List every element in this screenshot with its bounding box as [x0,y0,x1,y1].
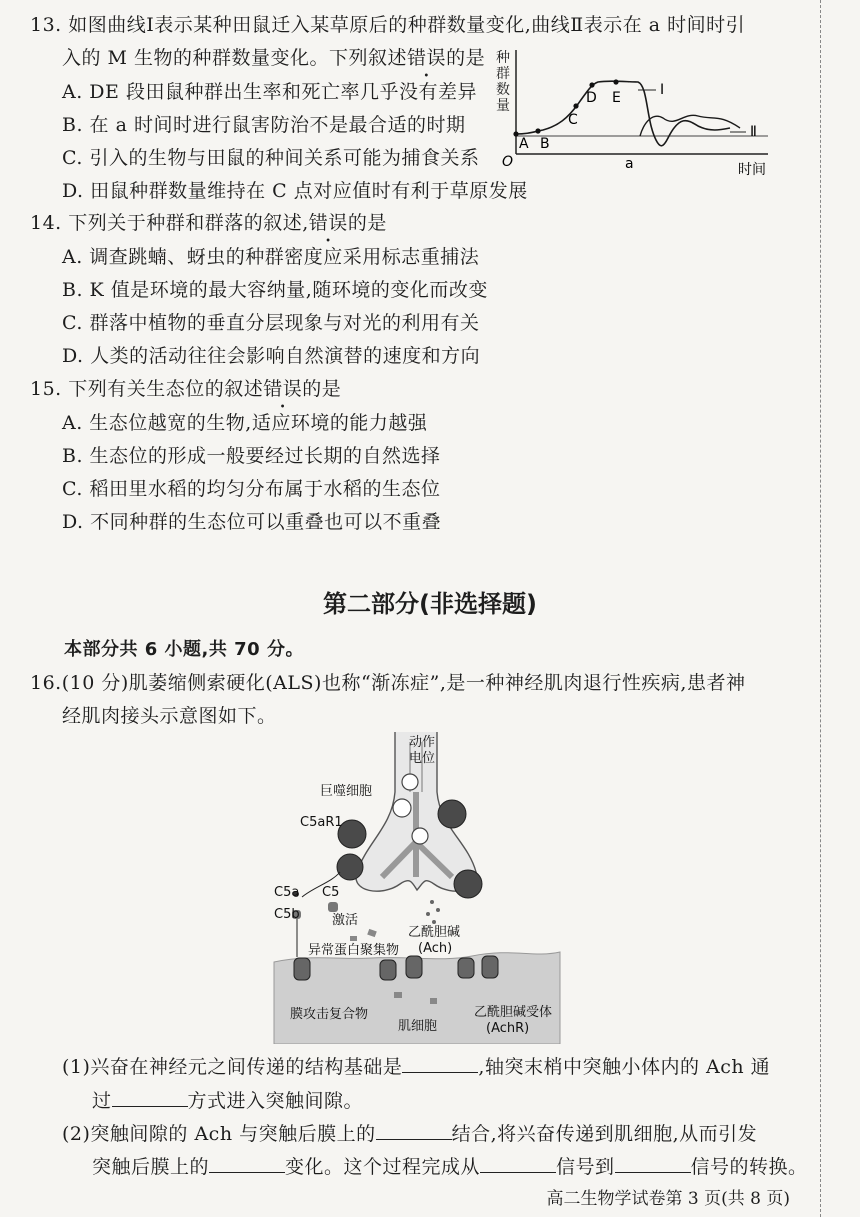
neuromuscular-junction-diagram [272,732,562,1044]
graph-ylabel-char: 量 [496,98,510,114]
label-ach-2: (Ach) [418,941,453,956]
q14-option-a: A. 调查跳蝻、蚜虫的种群密度应采用标志重捕法 [62,246,480,268]
label-mac: 膜攻击复合物 [290,1007,369,1022]
label-macrophage: 巨噬细胞 [320,784,373,799]
label-activate: 激活 [332,913,359,928]
receptor-shape [482,956,498,978]
graph-origin-label: O [502,154,514,170]
point-c-label: C [568,112,578,128]
q13-population-graph [488,42,778,182]
receptor-shape [458,958,474,978]
label-achr-2: (AchR) [486,1021,530,1036]
section-title: 第二部分(非选择题) [323,590,537,618]
curve-2 [640,115,740,136]
label-ach-1: 乙酰胆碱 [408,925,461,940]
point-c-dot [573,103,578,108]
label-action-potential-1: 动作 [409,735,436,750]
section-intro: 本部分共 6 小题,共 70 分。 [64,639,304,660]
c5-shape [328,902,338,912]
label-c5: C5 [322,885,340,900]
q16-stem-line1: 16.(10 分)肌萎缩侧索硬化(ALS)也称“渐冻症”,是一种神经肌肉退行性疾病,患者神 [30,672,746,694]
point-b-label: B [540,136,550,152]
q15-option-d: D. 不同种群的生态位可以重叠也可以不重叠 [62,511,442,533]
point-e-label: E [612,90,621,106]
receptor-shape [380,960,396,980]
page-footer: 高二生物学试卷第 3 页(共 8 页) [546,1189,790,1209]
q13-option-c: C. 引入的生物与田鼠的种间关系可能为捕食关系 [62,147,480,169]
q16-part-2-line1: (2)突触间隙的 Ach 与突触后膜上的 结合,将兴奋传递到肌细胞,从而引发 [62,1123,758,1145]
q16-part-1-line2: 过 方式进入突触间隙。 [92,1090,364,1112]
q13-option-b: B. 在 a 时间时进行鼠害防治不是最合适的时期 [62,114,466,136]
curve-1-label: Ⅰ [660,82,665,98]
q16-part-2-line2: 突触后膜上的 变化。这个过程完成从 信号到 信号的转换。 [92,1156,808,1178]
point-a-dot [513,131,518,136]
label-muscle-cell: 肌细胞 [398,1019,438,1034]
time-a-label: a [625,156,634,172]
q14-option-c: C. 群落中植物的垂直分层现象与对光的利用有关 [62,312,480,334]
graph-ylabel-char: 数 [496,82,510,98]
q15-option-c: C. 稻田里水稻的均匀分布属于水稻的生态位 [62,478,441,500]
vesicle [393,799,411,817]
macrophage-cell [438,800,466,828]
q16-part-1-line1: (1)兴奋在神经元之间传递的结构基础是 ,轴突末梢中突触小体内的 Ach 通 [62,1056,771,1078]
emphasis-wrong: 错误 [263,378,303,400]
graph-ylabel-char: 种 [496,50,510,66]
q13-stem-line1: 13. 如图曲线Ⅰ表示某种田鼠迁入某草原后的种群数量变化,曲线Ⅱ表示在 a 时间时引 [30,14,746,36]
q13-option-a: A. DE 段田鼠种群出生率和死亡率几乎没有差异 [62,81,477,103]
q13-option-d: D. 田鼠种群数量维持在 C 点对应值时有利于草原发展 [62,180,528,202]
q13-stem-line2: 入的 M 生物的种群数量变化。下列叙述错误的是 [62,47,486,69]
answer-blank[interactable] [402,1054,478,1073]
label-aggregates: 异常蛋白聚集物 [308,943,400,958]
emphasis-wrong: 错误 [407,47,447,69]
q16-stem-line2: 经肌肉接头示意图如下。 [62,705,277,727]
macrophage-cell [454,870,482,898]
vesicle [402,774,418,790]
answer-blank[interactable] [209,1154,285,1173]
q14-option-b: B. K 值是环境的最大容纳量,随环境的变化而改变 [62,279,488,301]
answer-blank[interactable] [615,1154,691,1173]
point-d-label: D [586,90,597,106]
answer-blank[interactable] [112,1088,188,1107]
q15-option-b: B. 生态位的形成一般要经过长期的自然选择 [62,445,441,467]
label-c5a: C5a [274,885,300,900]
emphasis-wrong: 错误 [308,212,348,234]
point-b-dot [535,128,540,133]
receptor-shape [406,956,422,978]
curve-2-label: Ⅱ [750,124,757,140]
label-c5ar1: C5aR1 [300,815,343,830]
graph-ylabel-char: 群 [496,66,510,82]
answer-blank[interactable] [376,1121,452,1140]
answer-blank[interactable] [480,1154,556,1173]
q15-stem: 15. 下列有关生态位的叙述错误的是 [30,378,342,400]
mac-complex-shape [294,958,310,980]
vesicle [412,828,428,844]
point-e-dot [613,79,618,84]
q15-option-a: A. 生态位越宽的生物,适应环境的能力越强 [62,412,428,434]
label-action-potential-2: 电位 [409,751,436,766]
q14-stem: 14. 下列关于种群和群落的叙述,错误的是 [30,212,387,234]
q14-option-d: D. 人类的活动往往会影响自然演替的速度和方向 [62,345,481,367]
macrophage-cell [337,854,363,880]
graph-xlabel: 时间 [738,162,766,178]
point-a-label: A [519,136,529,152]
point-d-dot [589,82,594,87]
label-c5b: C5b [274,907,300,922]
label-achr-1: 乙酰胆碱受体 [474,1005,553,1020]
